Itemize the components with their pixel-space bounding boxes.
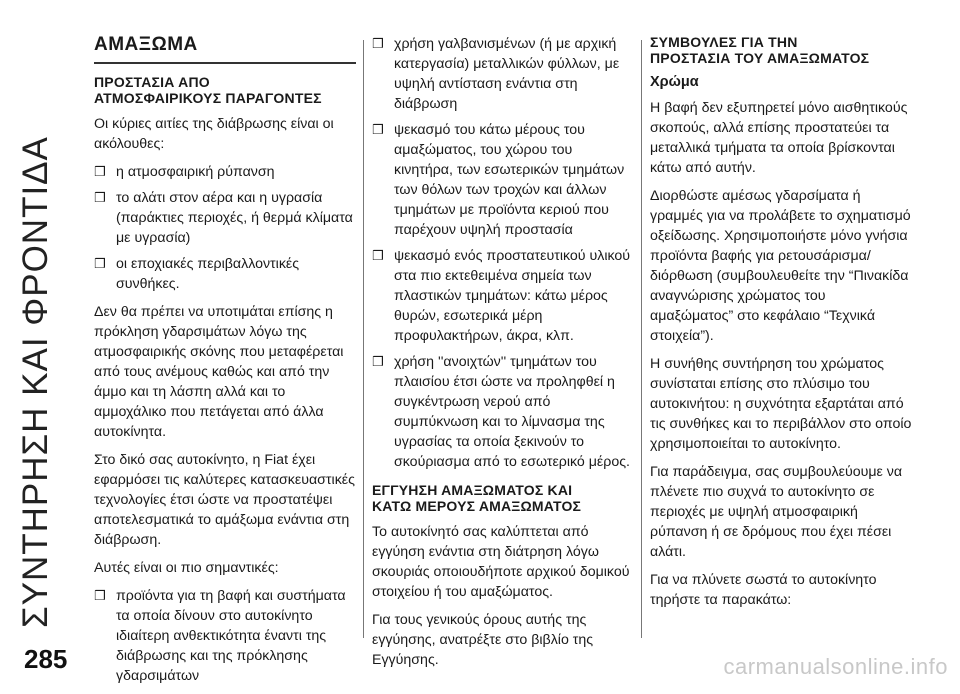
list-item [372, 34, 634, 114]
list-item [94, 254, 356, 294]
subsection-heading [372, 482, 634, 514]
checkbox-bullet-icon: ❒ [94, 588, 106, 603]
list-item-text: ψεκασμό ενός προστατευτικού υλικού στα πιο εκτεθειμένα σημεία των πλαστικών τμημάτων: κάτω μέρος θυρών, εσωτερικά μέρη προφυλακτήρων, άκρα, κλπ. [394, 248, 631, 344]
tech-list-continued [372, 34, 634, 472]
checkbox-bullet-icon: ❒ [372, 248, 384, 263]
page-number: 285 [24, 644, 68, 674]
column-1 [94, 34, 356, 694]
section-heading: ΑΜΑΞΩΜΑ [94, 34, 356, 64]
list-item-text: προϊόντα για τη βαφή και συστήματα τα οποία δίνουν στο αυτοκίνητο ιδιαίτερη ανθεκτικότητα έναντι της διάβρωσης και της πρόκλησης γδαρσιμάτων [116, 588, 346, 684]
subsection-heading-line: ΣΥΜΒΟΥΛΕΣ ΓΙΑ ΤΗΝ [650, 34, 798, 50]
subsection-heading-line: ΠΡΟΣΤΑΣΙΑ ΑΠΟ [94, 74, 210, 90]
column-divider [363, 40, 364, 638]
list-item [94, 162, 356, 182]
checkbox-bullet-icon: ❒ [372, 354, 384, 369]
minor-heading: Χρώμα [650, 74, 699, 90]
causes-list [94, 162, 356, 294]
list-item-text: η ατμοσφαιρική ρύπανση [116, 164, 275, 180]
paragraph: Το αυτοκίνητό σας καλύπτεται από εγγύηση ενάντια στη διάτρηση λόγω σκουριάς οποιουδήποτε αρχικού δομικού στοιχείου ή του αμαξώματος. [372, 524, 630, 600]
paragraph: Αυτές είναι οι πιο σημαντικές: [94, 560, 279, 576]
paragraph: Δεν θα πρέπει να υποτιμάται επίσης η πρόκληση γδαρσιμάτων λόγω της ατμοσφαιρικής σκόνης που μεταφέρεται από τους ανέμους καθώς και από την άμμο και τη λάσπη αλλά και το αμμοχάλικο που πετάγεται από άλλα αυτοκίνητα. [94, 304, 344, 440]
list-item [94, 188, 356, 248]
subsection-heading-line: ΑΤΜΟΣΦΑΙΡΙΚΟΥΣ ΠΑΡΑΓΟΝΤΕΣ [94, 90, 322, 106]
subsection-heading [94, 74, 356, 106]
subsection-heading [650, 34, 912, 66]
list-item [372, 120, 634, 240]
list-item-text: χρήση ''ανοιχτών'' τμημάτων του πλαισίου έτσι ώστε να προληφθεί η συγκέντρωση νερού από συμπύκνωση και το λίμνασμα της υγρασίας τα οποία ξεκινούν το σκούριασμα από το εσωτερικό μέρος. [394, 354, 630, 470]
column-divider [641, 40, 642, 638]
list-item [372, 352, 634, 472]
checkbox-bullet-icon: ❒ [94, 164, 106, 179]
list-item [94, 586, 356, 686]
checkbox-bullet-icon: ❒ [94, 190, 106, 205]
paragraph: Η συνήθης συντήρηση του χρώματος συνίσταται επίσης στο πλύσιμο του αυτοκινήτου: η συχνότητα εξαρτάται από τις συνθήκες και το περιβάλλον στο οποίο χρησιμοποιείται το αυτοκίνητο. [650, 356, 912, 452]
list-item [372, 246, 634, 346]
chapter-title-vertical: ΣΥΝΤΗΡΗΣΗ ΚΑΙ ΦΡΟΝΤΙΔΑ [16, 136, 55, 628]
list-item-text: ψεκασμό του κάτω μέρους του αμαξώματος, του χώρου του κινητήρα, των εσωτερικών τμημάτων των θόλων των τροχών και άλλων τμημάτων με προϊόντα κεριού που παρέχουν υψηλή προστασία [394, 122, 625, 238]
paragraph: Για παράδειγμα, σας συμβουλεύουμε να πλένετε πιο συχνά το αυτοκίνητο σε περιοχές με υψηλή ατμοσφαιρική ρύπανση ή σε δρόμους που έχει πέσει αλάτι. [650, 464, 903, 560]
watermark: carmanualsonline.info [723, 654, 948, 679]
subsection-heading-line: ΚΑΤΩ ΜΕΡΟΥΣ ΑΜΑΞΩΜΑΤΟΣ [372, 498, 582, 514]
subsection-heading-line: ΠΡΟΣΤΑΣΙΑ ΤΟΥ ΑΜΑΞΩΜΑΤΟΣ [650, 50, 870, 66]
column-2 [372, 34, 634, 678]
checkbox-bullet-icon: ❒ [94, 256, 106, 271]
paragraph: Για τους γενικούς όρους αυτής της εγγύησης, ανατρέξτε στο βιβλίο της Εγγύησης. [372, 612, 594, 668]
list-item-text: το αλάτι στον αέρα και η υγρασία (παράκτιες περιοχές, ή θερμά κλίματα με υγρασία) [116, 190, 353, 246]
tech-list [94, 586, 356, 686]
paragraph: Διορθώστε αμέσως γδαρσίματα ή γραμμές για να προλάβετε το σχηματισμό οξείδωσης. Χρησιμοποιήστε μόνο γνήσια προϊόντα βαφής για ρετουσάρισμα/διόρθωση (συμβουλευθείτε την “Πινακίδα αναγνώρισης χρώματος του αμαξώματος” στο κεφάλαιο “Τεχνικά στοιχεία”). [650, 188, 911, 344]
subsection-heading-line: ΕΓΓΥΗΣΗ ΑΜΑΞΩΜΑΤΟΣ ΚΑΙ [372, 482, 573, 498]
list-item-text: χρήση γαλβανισμένων (ή με αρχική κατεργασία) μεταλλικών φύλλων, με υψηλή αντίσταση ενάντια στη διάβρωση [394, 36, 620, 112]
list-item-text: οι εποχιακές περιβαλλοντικές συνθήκες. [116, 256, 300, 292]
column-3 [650, 34, 912, 618]
checkbox-bullet-icon: ❒ [372, 122, 384, 137]
paragraph: Για να πλύνετε σωστά το αυτοκίνητο τηρήστε τα παρακάτω: [650, 572, 877, 608]
paragraph: Οι κύριες αιτίες της διάβρωσης είναι οι ακόλουθες: [94, 116, 334, 152]
paragraph: Στο δικό σας αυτοκίνητο, η Fiat έχει εφαρμόσει τις καλύτερες κατασκευαστικές τεχνολογίες έτσι ώστε να προστατέψει αποτελεσματικά το αμάξωμα ενάντια στη διάβρωση. [94, 452, 355, 548]
checkbox-bullet-icon: ❒ [372, 36, 384, 51]
paragraph: Η βαφή δεν εξυπηρετεί μόνο αισθητικούς σκοπούς, αλλά επίσης προστατεύει τα μεταλλικά τμήματα τα οποία βρίσκονται κάτω από αυτήν. [650, 100, 908, 176]
